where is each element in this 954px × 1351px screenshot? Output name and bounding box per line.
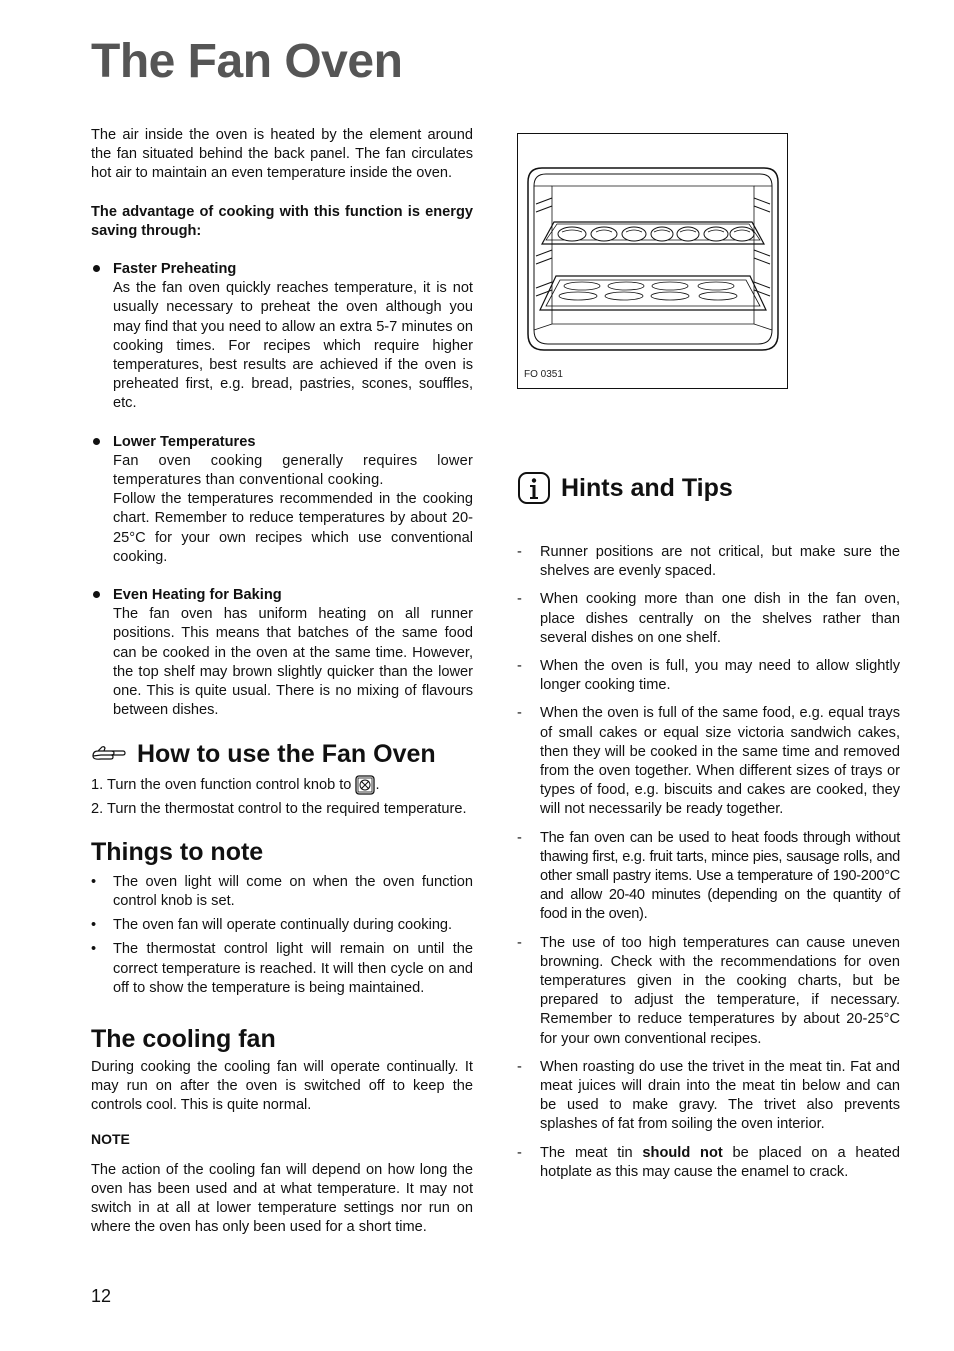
- list-item: [91, 916, 473, 935]
- advantage-item: [91, 260, 473, 414]
- dash: -: [517, 829, 522, 846]
- hint-text: When the oven is full, you may need to allow slightly longer cooking time.: [540, 658, 900, 694]
- hint-item: [517, 543, 900, 581]
- item-text: The thermostat control light will remain on until the correct temperature is reached. It will then cycle on and off to show the temperature is being maintained.: [113, 941, 473, 996]
- bullet: •: [91, 941, 97, 958]
- things-to-note-heading: Things to note: [91, 837, 264, 866]
- hint-item: [517, 829, 900, 925]
- advantage-text: Fan oven cooking generally requires lower temperatures than conventional cooking.: [113, 452, 473, 489]
- advantage-heading-lower-temperatures: Lower Temperatures: [113, 433, 256, 450]
- hint-item: [517, 1144, 900, 1182]
- hints-heading-text: Hints and Tips: [561, 474, 733, 502]
- dash: -: [517, 658, 522, 675]
- hint-text: Runner positions are not critical, but make sure the shelves are evenly spaced.: [540, 544, 900, 580]
- how-to-steps: [91, 775, 473, 818]
- advantage-heading-even-heating: Even Heating for Baking: [113, 587, 282, 604]
- step-text-end: .: [375, 777, 380, 794]
- fan-oven-symbol-icon: [355, 775, 375, 795]
- oven-interior-drawing: [522, 164, 784, 354]
- bullet-dot-icon: [93, 591, 100, 598]
- page-title: The Fan Oven: [91, 35, 403, 88]
- list-item: [91, 873, 473, 911]
- info-icon: [517, 471, 551, 505]
- pointing-hand-icon: [91, 744, 127, 764]
- list-item: [91, 940, 473, 998]
- hint-text: When roasting do use the trivet in the meat tin. Fat and meat juices will drain into the meat tin below and can be used to make gravy. The trivet also prevents splashes of fat from soiling the oven interior.: [540, 1058, 900, 1133]
- hint-text: When cooking more than one dish in the fan oven, place dishes centrally on the shelves rather than several dishes on one shelf.: [540, 591, 900, 646]
- bullet-dot-icon: [93, 438, 100, 445]
- hint-text: When the oven is full of the same food, e.g. equal trays of small cakes or equal size victoria sandwich cakes, then they will be cooked in the same time and removed from the oven together. When different sizes of trays or types of food, e.g. biscuits and cakes are cooked, they will not necessarily be ready together.: [540, 705, 900, 818]
- how-to-heading-text: How to use the Fan Oven: [137, 740, 436, 769]
- advantage-heading: The advantage of cooking with this function is energy saving through:: [91, 203, 473, 239]
- hint-item: [517, 934, 900, 1049]
- hint-text-before: The meat tin: [540, 1144, 643, 1161]
- advantage-text: The fan oven has uniform heating on all runner positions. This means that batches of the same food can be cooked in the oven at the same time. However, the top shelf may brown slightly quicker than the lower one. This is quite usual. There is no mixing of flavours between dishes.: [113, 606, 473, 719]
- advantage-text: As the fan oven quickly reaches temperature, it is not usually necessary to preheat the oven although you may find that you need to allow an extra 5-7 minutes on cooking times. For recipes which require higher temperatures, best results are achieved if the oven is preheated first, e.g. bread, pastries, scones, souffles, etc.: [113, 280, 473, 412]
- hint-text-after: be placed on a heated hotplate as this may cause the enamel to crack.: [540, 1144, 900, 1180]
- page-number: 12: [91, 1286, 112, 1306]
- cooling-fan-text: During cooking the cooling fan will operate continually. It may run on after the oven is switched off to keep the controls cool. This is quite normal.: [91, 1058, 473, 1114]
- figure-caption: FO 0351: [524, 368, 563, 380]
- bullet: •: [91, 873, 97, 890]
- hint-text: The fan oven can be used to heat foods through without thawing first, e.g. fruit tarts, mince pies, sausage rolls, and other small pastry items. Use a temperature of 190-200°C and allow 20-40 minutes (depending on the quantity of food in the oven).: [540, 829, 900, 923]
- note-text: The action of the cooling fan will depend on how long the oven has been used and at what temperature. It may not switch in at all at lower temperature settings nor run on where the oven has only been used for a short time.: [91, 1161, 473, 1236]
- dash: -: [517, 705, 522, 722]
- advantage-heading-faster-preheating: Faster Preheating: [113, 261, 237, 278]
- dash: -: [517, 1058, 522, 1075]
- dash: -: [517, 591, 522, 608]
- step-text: 1. Turn the oven function control knob to: [91, 777, 352, 794]
- left-column: [91, 126, 473, 1238]
- advantage-item: [91, 586, 473, 720]
- hint-text: The use of too high temperatures can cause uneven browning. Check with the recommendations for oven temperatures given in the cooking charts, but be prepared to adjust the temperature, if necessary. Remember to reduce temperatures by about 20-25°C for your own conventional recipes.: [540, 934, 900, 1047]
- hint-item: [517, 590, 900, 648]
- bullet: •: [91, 917, 97, 934]
- oven-illustration: [517, 133, 788, 389]
- how-to-step: 2. Turn the thermostat control to the required temperature.: [91, 800, 467, 817]
- item-text: The oven fan will operate continually during cooking.: [113, 917, 453, 934]
- intro-paragraph: The air inside the oven is heated by the element around the fan situated behind the back panel. The fan circulates hot air to maintain an even temperature inside the oven.: [91, 127, 473, 182]
- item-text: The oven light will come on when the oven function control knob is set.: [113, 873, 473, 909]
- bullet-dot-icon: [93, 265, 100, 272]
- how-to-heading: [91, 739, 473, 769]
- advantage-item: [91, 433, 473, 567]
- dash: -: [517, 1144, 522, 1161]
- hint-item: [517, 657, 900, 695]
- cooling-fan-heading: The cooling fan: [91, 1024, 276, 1053]
- hint-text-emphasis: should not: [642, 1144, 723, 1161]
- things-to-note-list: [91, 873, 473, 998]
- dash: -: [517, 544, 522, 560]
- how-to-step: [91, 775, 473, 795]
- hint-item: [517, 704, 900, 819]
- note-label: NOTE: [91, 1130, 130, 1147]
- hints-heading: [517, 471, 900, 505]
- advantage-text-2: Follow the temperatures recommended in the cooking chart. Remember to reduce temperatures by about 20-25°C for your own recipes which use conventional cooking.: [113, 491, 473, 565]
- right-column: [517, 133, 900, 1191]
- hint-item: [517, 1058, 900, 1135]
- hints-list: [517, 543, 900, 1182]
- dash: -: [517, 934, 522, 951]
